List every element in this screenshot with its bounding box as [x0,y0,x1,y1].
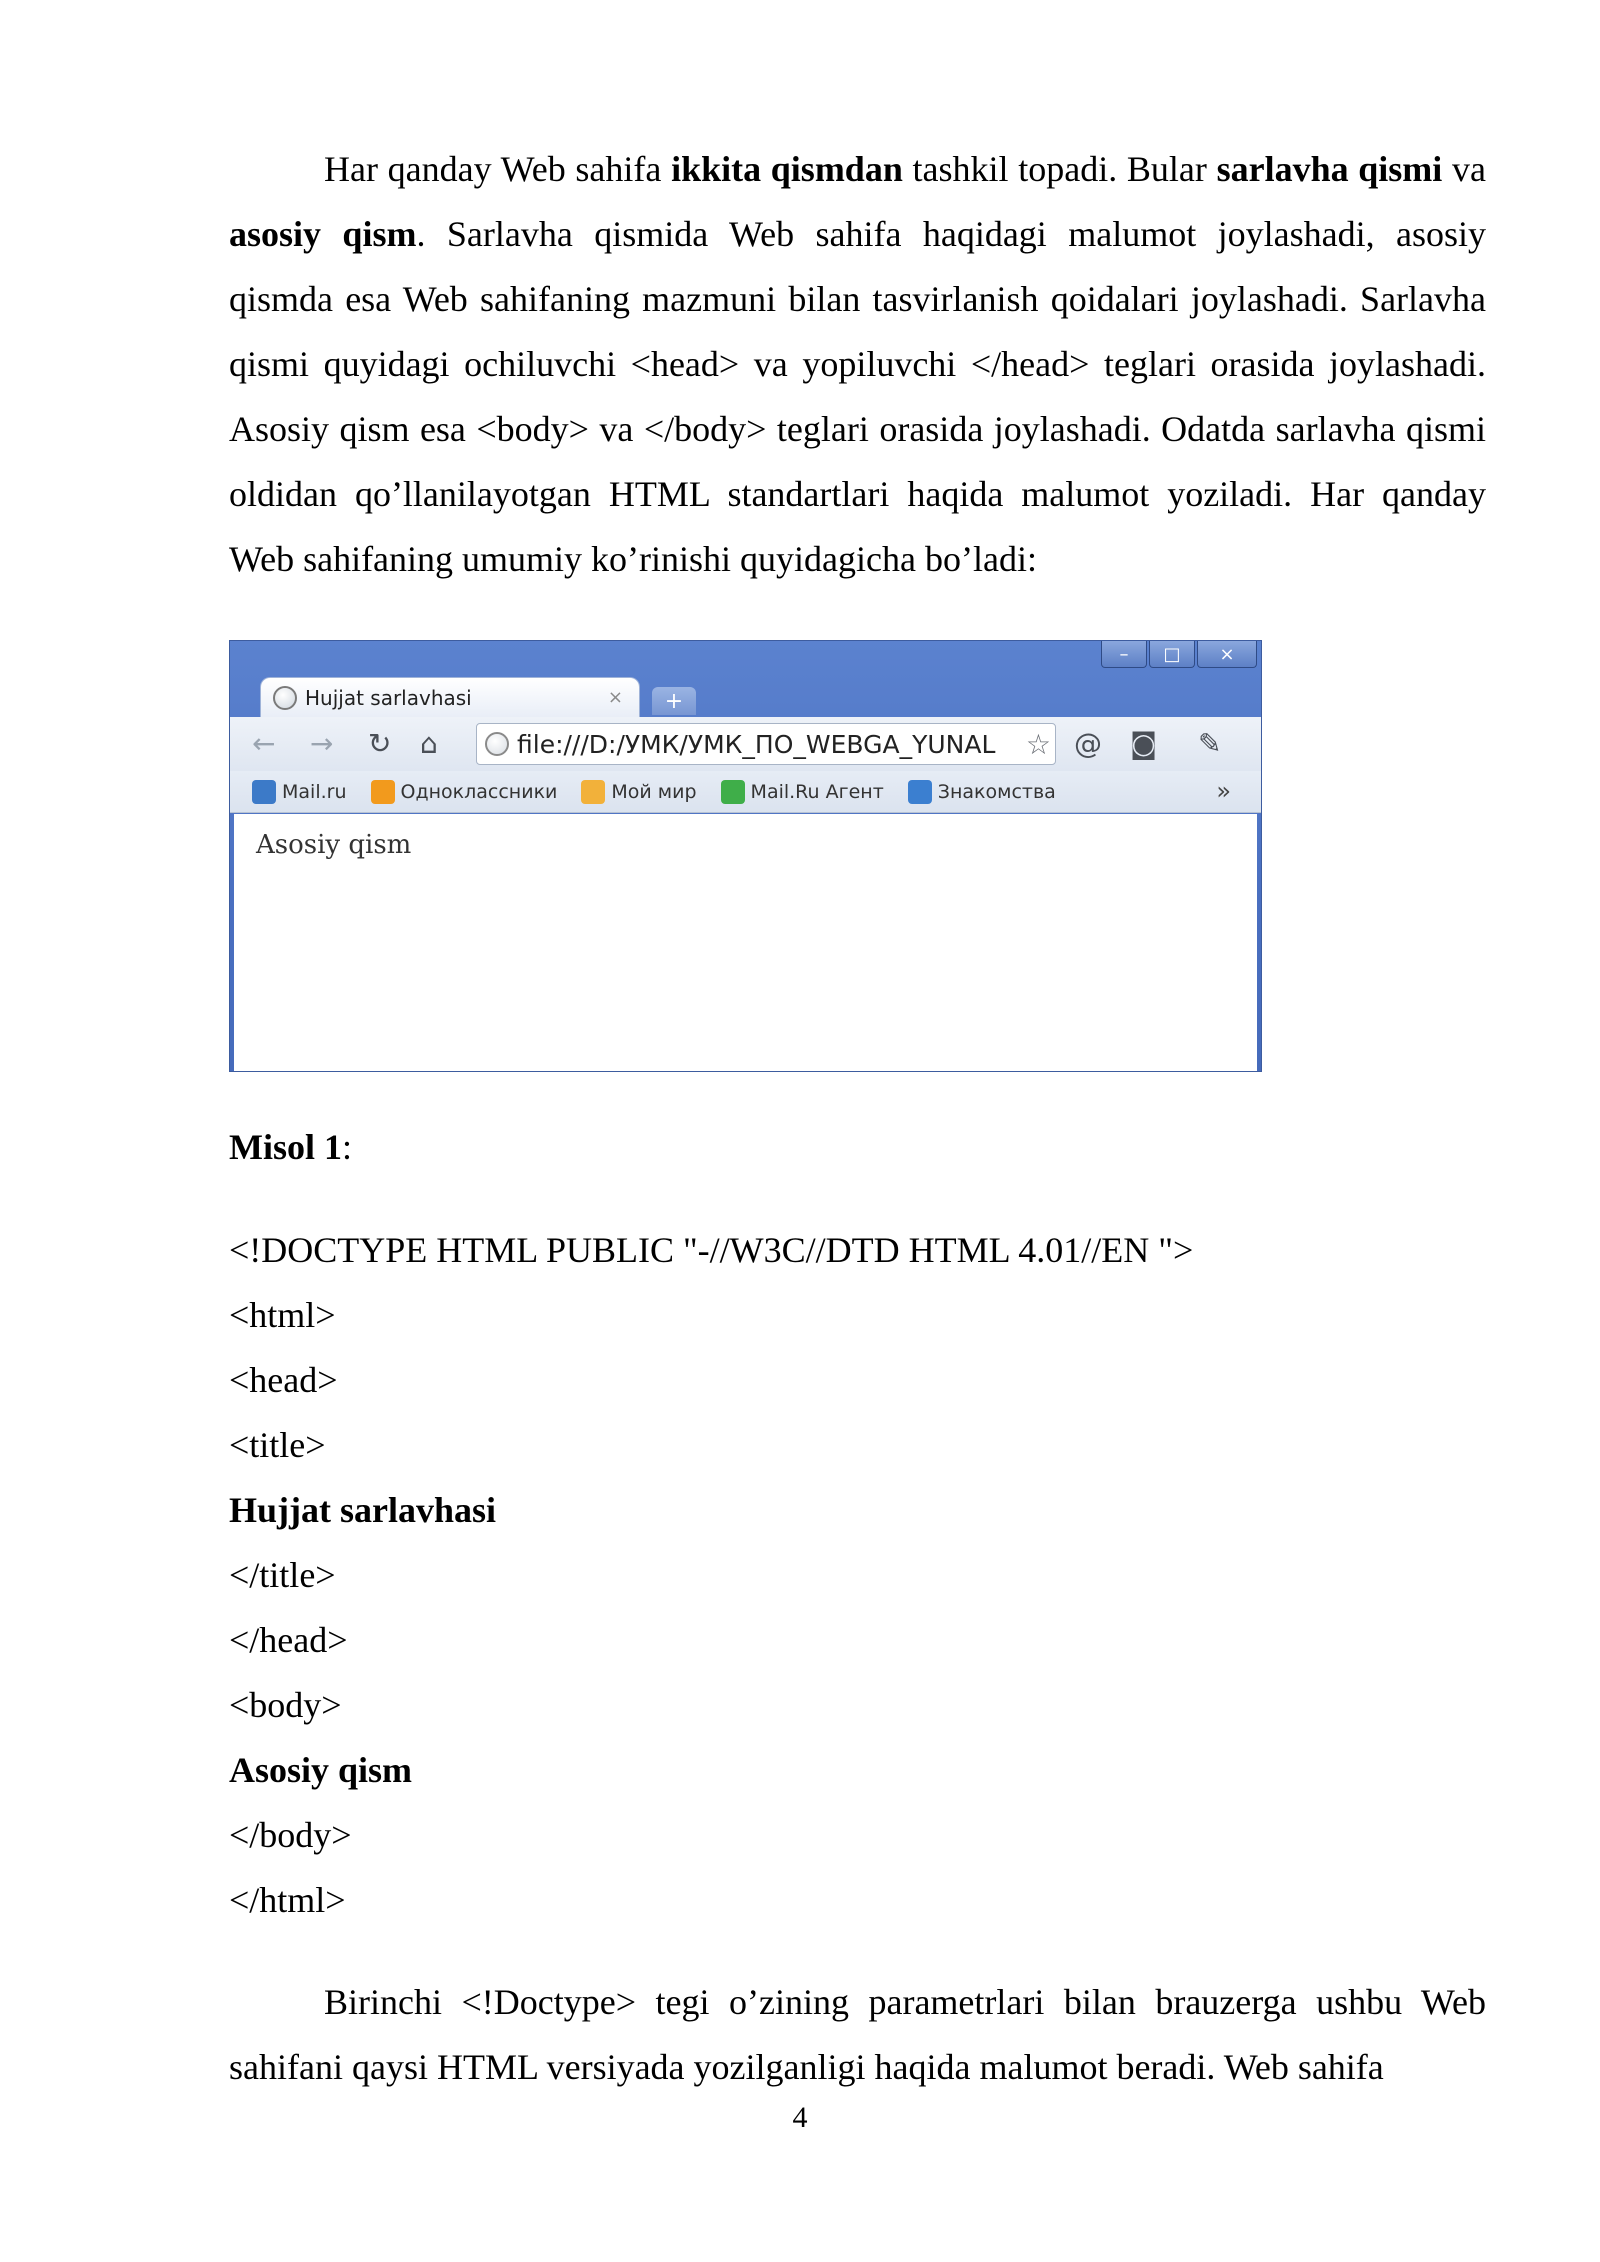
intro-text-4: . Sarlavha qismida Web sahifa haqidagi malumot joylashadi, asosiy qismda esa Web sahifaning mazmuni bilan tasvirlanish qoidalari joylashadi. Sarlavha qismi quyidagi ochiluvchi <head> va yopiluvchi </head> teglari orasida joylashadi. Asosiy qism esa <body> va </body> teglari orasida joylashadi. Odatda sarlavha qismi oldidan qo’llanilayotgan HTML standartlari haqida malumot yoziladi. Har qanday Web sahifaning umumiy ko’rinishi quyidagicha bo’ladi: [229,214,1487,579]
mailru-icon [252,780,276,804]
browser-screenshot [229,640,1262,1072]
close-button[interactable]: × [1197,641,1257,668]
browser-toolbar [230,717,1261,771]
code-line: Asosiy qism [229,1750,413,1790]
page-number: 4 [792,2101,808,2134]
code-line: </head> [229,1620,348,1660]
page-globe-icon [485,732,509,756]
home-icon[interactable]: ⌂ [420,727,438,760]
tab-title: Hujjat sarlavhasi [305,685,472,710]
reload-icon[interactable]: ↻ [368,727,392,760]
bookmark-label: Одноклассники [400,780,558,803]
intro-text-3: va [1442,149,1486,189]
wrench-icon[interactable]: ✎ [1198,727,1222,760]
address-text: file:///D:/УМК/УМК_ПО_WEBGA_YUNAL [517,729,996,759]
globe-icon [273,686,297,710]
example-title: Misol 1 [229,1127,342,1167]
content-text: Asosiy qism [256,830,412,860]
maximize-button[interactable]: □ [1149,641,1195,668]
code-line: <html> [229,1295,336,1335]
bookmark-label: Знакомства [937,780,1056,803]
bookmark-item[interactable] [252,780,347,804]
code-line: Hujjat sarlavhasi [229,1490,497,1530]
forward-arrow-icon[interactable]: → [310,727,334,760]
bookmark-label: Мой мир [611,780,697,803]
code-line: <!DOCTYPE HTML PUBLIC "-//W3C//DTD HTML 4.01//EN "> [229,1230,1194,1270]
new-tab-button[interactable]: + [652,687,696,715]
window-controls [1099,641,1257,671]
bookmark-label: Mail.Ru Агент [750,780,884,803]
back-arrow-icon[interactable]: ← [252,727,276,760]
code-line: <body> [229,1685,342,1725]
intro-bold-1: ikkita qismdan [671,149,903,189]
intro-bold-3: asosiy qism [229,214,417,254]
bookmark-item[interactable] [908,780,1056,804]
intro-bold-2: sarlavha qismi [1216,149,1443,189]
bookmark-item[interactable] [721,780,884,804]
minimize-button[interactable]: – [1101,641,1147,668]
address-bar[interactable] [476,723,1056,765]
bookmark-label: Mail.ru [282,780,347,803]
intro-text-2: tashkil topadi. Bular [902,149,1217,189]
browser-content [234,814,1257,1071]
code-line: </title> [229,1555,336,1595]
camera-icon[interactable]: ◙ [1130,727,1158,760]
code-line: </body> [229,1815,352,1855]
tab-close-icon[interactable]: × [607,687,623,708]
doctype-paragraph [229,1970,1486,2100]
bookmark-item[interactable] [371,780,558,804]
bookmarks-bar [230,771,1261,813]
code-line: <head> [229,1360,338,1400]
example-colon: : [342,1127,353,1167]
bookmark-item[interactable] [581,780,696,804]
znakomstva-icon [908,780,932,804]
code-line: </html> [229,1880,346,1920]
mailru-agent-icon [721,780,745,804]
code-line: <title> [229,1425,326,1465]
bookmark-star-icon[interactable]: ☆ [1022,728,1051,761]
intro-paragraph [229,137,1486,592]
odnoklassniki-icon [371,780,395,804]
doctype-text: Birinchi <!Doctype> tegi o’zining parametrlari bilan brauzerga ushbu Web sahifani qaysi HTML versiyada yozilganligi haqida malumot beradi. Web sahifa [229,1982,1486,2087]
more-bookmarks-icon[interactable]: » [1216,777,1231,805]
intro-text-1: Har qanday Web sahifa [324,149,672,189]
mail-agent-icon[interactable]: @ [1074,727,1102,760]
example-heading [229,1115,352,1180]
browser-tab[interactable] [260,677,640,717]
moi-mir-icon [581,780,605,804]
